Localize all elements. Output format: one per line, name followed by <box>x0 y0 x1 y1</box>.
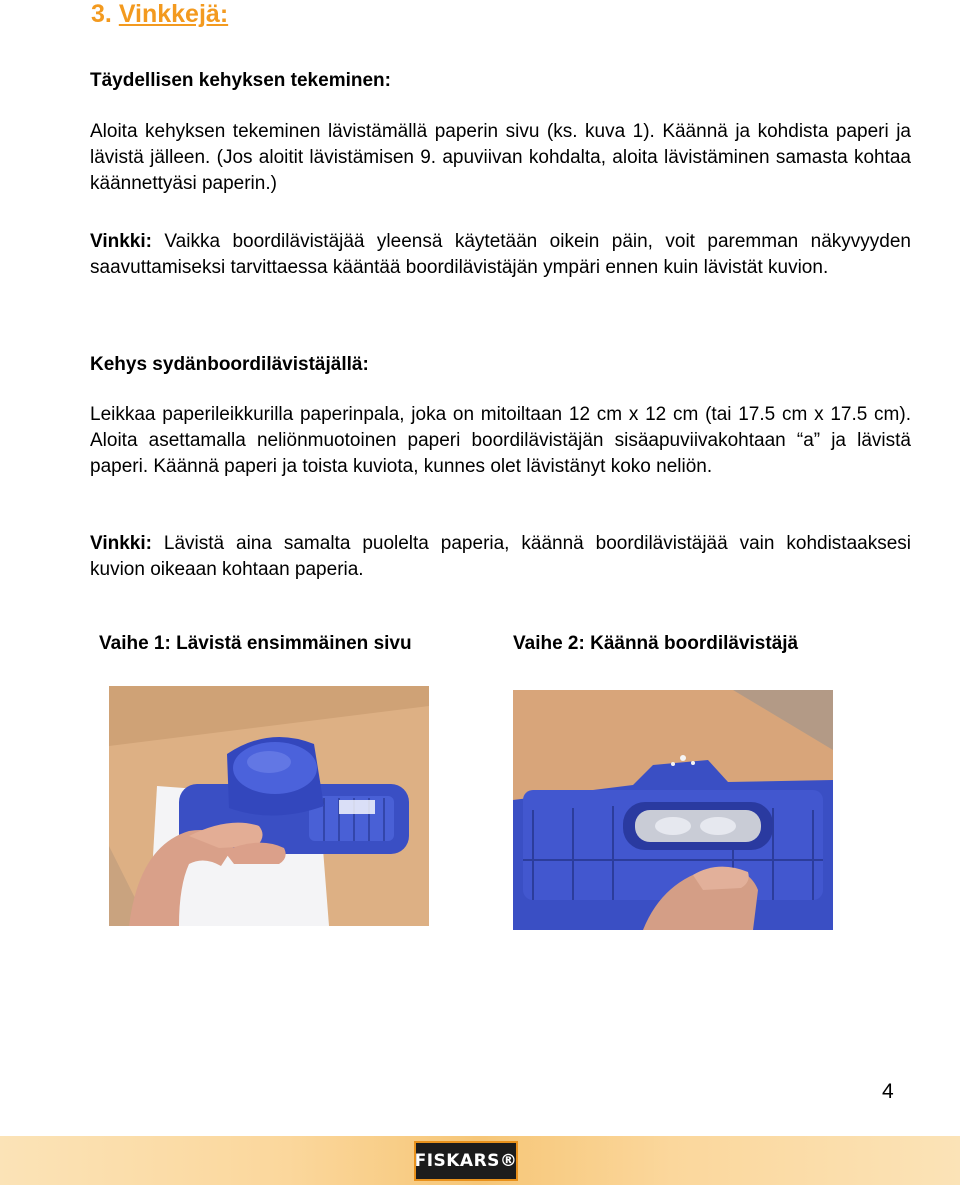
section-title: Vinkkejä: <box>118 0 229 28</box>
step-1-photo-illustration <box>109 686 429 926</box>
tip-label: Vinkki: <box>90 533 152 554</box>
step-1-photo <box>109 686 429 926</box>
tip-text: Lävistä aina samalta puolelta paperia, käännä boordilävistäjää vain kohdistaaksesi kuvion oikeaan kohtaan paperia. <box>90 533 911 580</box>
section-number: 3. <box>91 0 112 28</box>
tip-text: Vaikka boordilävistäjää yleensä käytetään oikein päin, voit paremman näkyvyyden saavuttamiseksi tarvittaessa kääntää boordilävistäjän ympäri ennen kuin lävistät kuvion. <box>90 231 911 278</box>
step-2-photo-illustration <box>513 690 833 930</box>
tip-paragraph-2 <box>90 531 911 583</box>
step-2-caption: Vaihe 2: Käännä boordilävistäjä <box>513 633 799 654</box>
step-2-photo <box>513 690 833 930</box>
logo-text: FISKARS® <box>414 1151 518 1171</box>
section-heading <box>91 0 228 29</box>
fiskars-logo <box>414 1141 518 1181</box>
subheading-heart-frame: Kehys sydänboordilävistäjällä: <box>90 354 369 375</box>
page-number: 4 <box>882 1080 894 1103</box>
paragraph-frame-instructions: Aloita kehyksen tekeminen lävistämällä paperin sivu (ks. kuva 1). Käännä ja kohdista paperi ja lävistä jälleen. (Jos aloitit lävistämisen 9. apuviivan kohdalta, aloita lävistäminen samasta kohtaa käännettyäsi paperin.) <box>90 121 911 194</box>
tip-paragraph-1 <box>90 229 911 281</box>
tip-label: Vinkki: <box>90 231 152 252</box>
step-1-caption: Vaihe 1: Lävistä ensimmäinen sivu <box>99 633 412 654</box>
subheading-perfect-frame: Täydellisen kehyksen tekeminen: <box>90 70 391 91</box>
paragraph-heart-instructions: Leikkaa paperileikkurilla paperinpala, joka on mitoiltaan 12 cm x 12 cm (tai 17.5 cm x 17.5 cm). Aloita asettamalla neliönmuotoinen paperi boordilävistäjän sisäapuviivakohtaan “a” ja lävistä paperi. Käännä paperi ja toista kuviota, kunnes olet lävistänyt koko neliön. <box>90 404 911 477</box>
